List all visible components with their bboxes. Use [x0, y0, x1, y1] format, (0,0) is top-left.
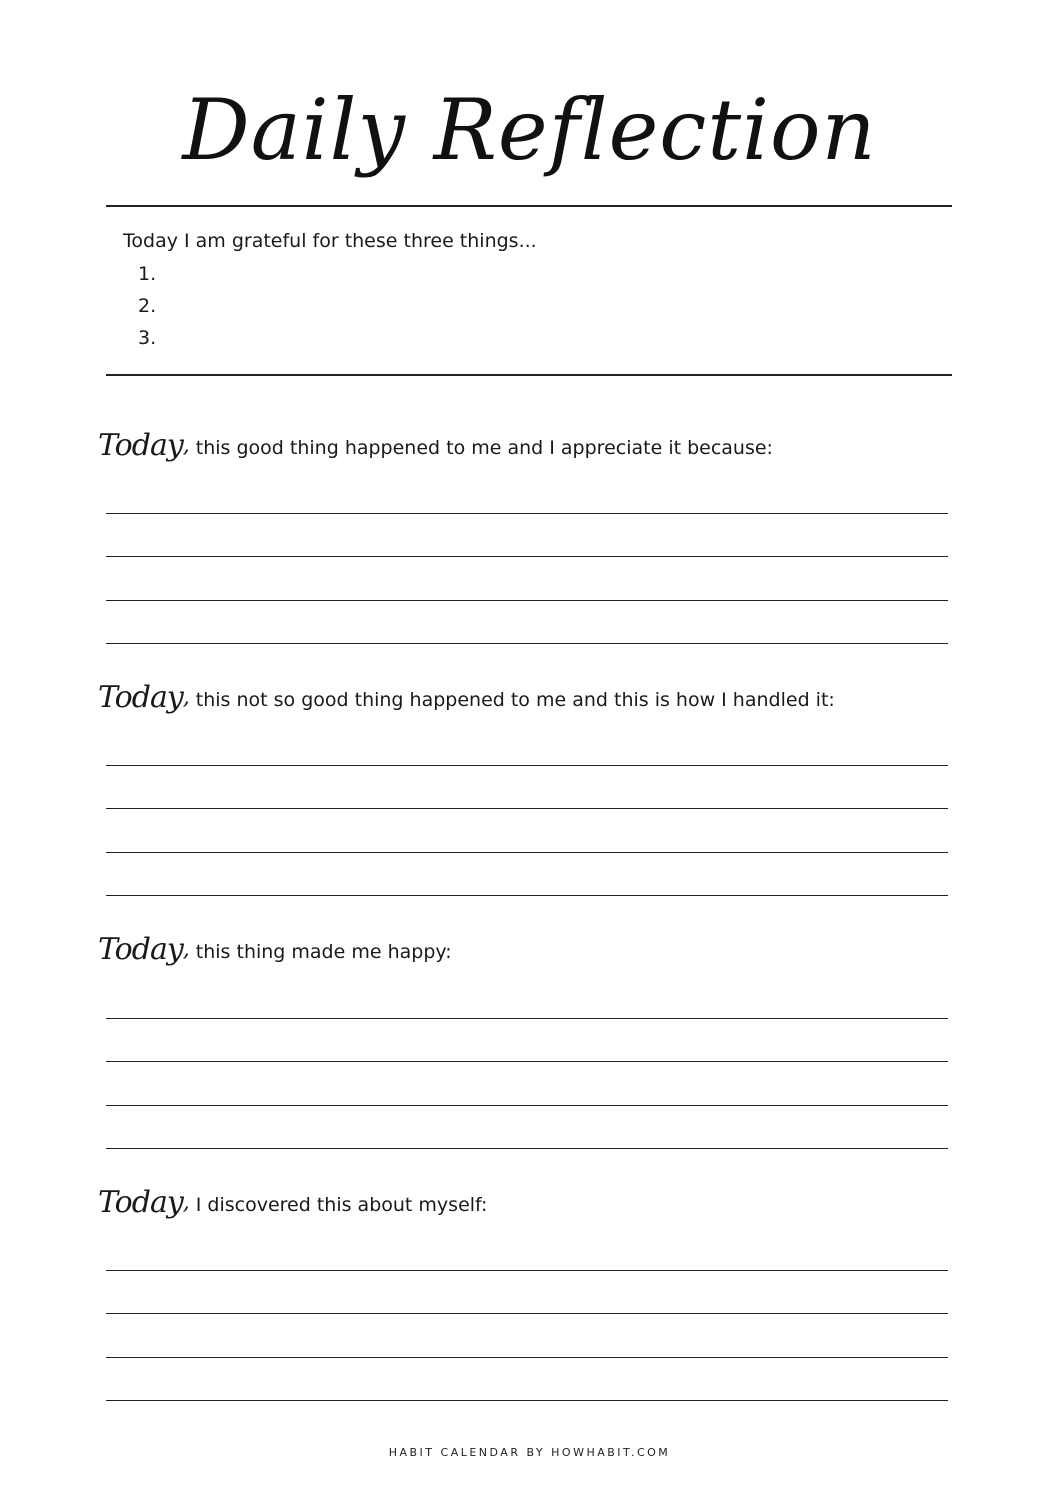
gratitude-divider: [106, 374, 952, 376]
section-prompt: [98, 1179, 958, 1227]
writing-line[interactable]: [106, 852, 948, 853]
writing-line[interactable]: [106, 1148, 948, 1149]
writing-line[interactable]: [106, 1270, 948, 1271]
writing-line[interactable]: [106, 1061, 948, 1062]
writing-line[interactable]: [106, 808, 948, 809]
prompt-comma: ,: [182, 937, 190, 962]
writing-line[interactable]: [106, 765, 948, 766]
today-script-label: Today: [98, 932, 183, 967]
section-prompt: [98, 674, 958, 722]
prompt-text: this good thing happened to me and I appreciate it because:: [195, 437, 773, 459]
prompt-comma: ,: [182, 685, 190, 710]
reflection-section-not-so-good-thing: [98, 674, 958, 722]
gratitude-item-3: 3.: [138, 327, 157, 349]
writing-line[interactable]: [106, 1105, 948, 1106]
prompt-text: this not so good thing happened to me and this is how I handled it:: [195, 689, 835, 711]
gratitude-intro: Today I am grateful for these three things...: [123, 230, 537, 252]
gratitude-item-2: 2.: [138, 295, 157, 317]
today-script-label: Today: [98, 428, 183, 463]
writing-line[interactable]: [106, 1400, 948, 1401]
writing-line[interactable]: [106, 513, 948, 514]
footer-credit: HABIT CALENDAR BY HOWHABIT.COM: [388, 1446, 671, 1459]
prompt-text: I discovered this about myself:: [195, 1194, 488, 1216]
today-script-label: Today: [98, 1185, 183, 1220]
prompt-comma: ,: [182, 1190, 190, 1215]
writing-line[interactable]: [106, 600, 948, 601]
gratitude-item-1: 1.: [138, 263, 157, 285]
reflection-section-made-me-happy: [98, 926, 958, 974]
reflection-section-discovered-about-myself: [98, 1179, 958, 1227]
page-title: Daily Reflection: [182, 81, 877, 179]
section-prompt: [98, 926, 958, 974]
writing-line[interactable]: [106, 895, 948, 896]
today-script-label: Today: [98, 680, 183, 715]
writing-line[interactable]: [106, 556, 948, 557]
gratitude-list: [138, 261, 156, 357]
writing-line[interactable]: [106, 1018, 948, 1019]
writing-line[interactable]: [106, 1313, 948, 1314]
prompt-text: this thing made me happy:: [195, 941, 452, 963]
writing-line[interactable]: [106, 1357, 948, 1358]
section-prompt: [98, 422, 958, 470]
reflection-section-good-thing: [98, 422, 958, 470]
writing-line[interactable]: [106, 643, 948, 644]
prompt-comma: ,: [182, 433, 190, 458]
top-divider: [106, 205, 952, 207]
